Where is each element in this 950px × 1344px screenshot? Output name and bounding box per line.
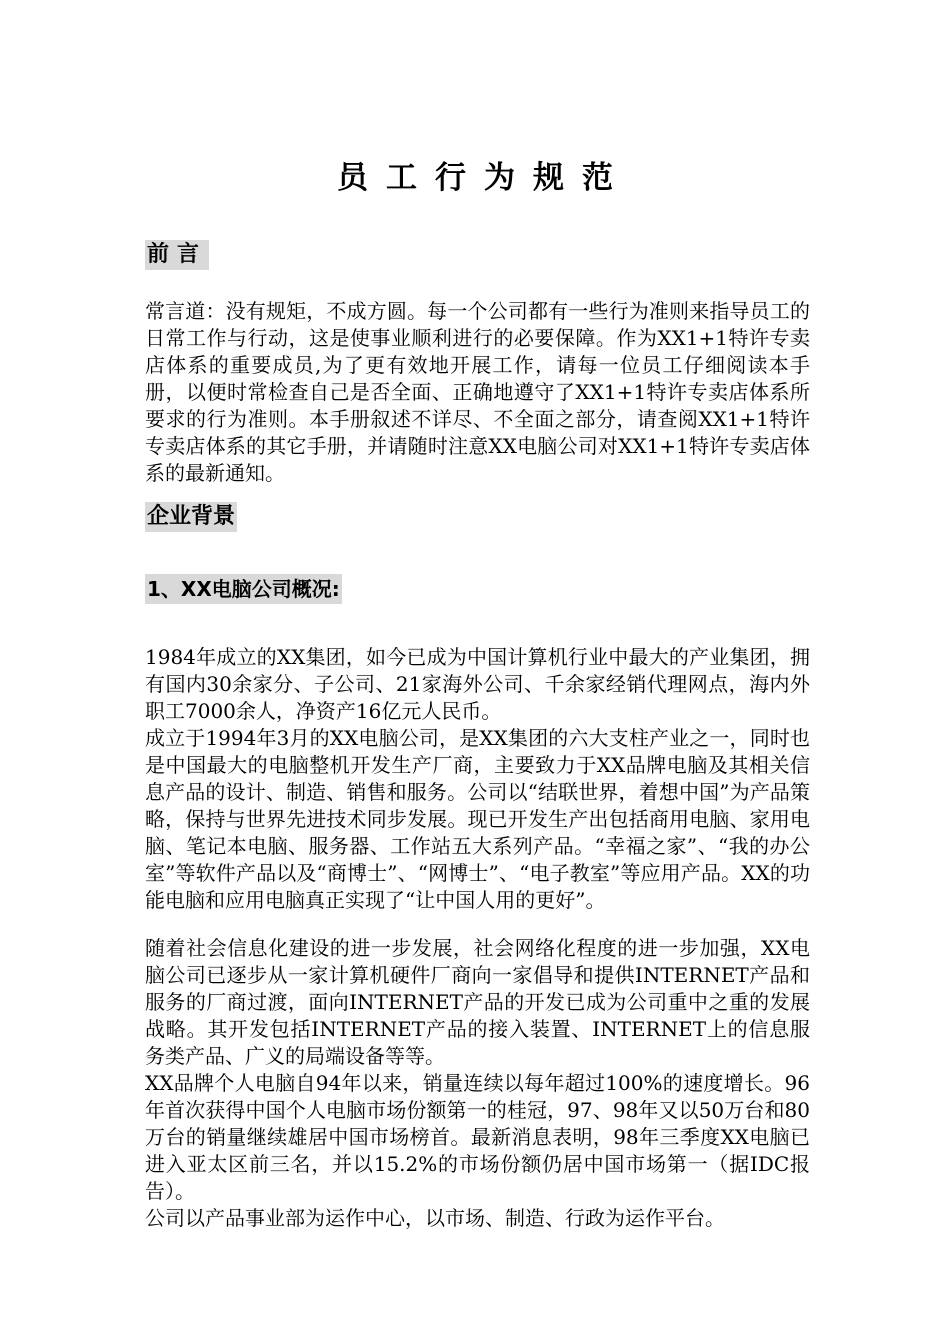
body-paragraph: 随着社会信息化建设的进一步发展，社会网络化程度的进一步加强，XX电脑公司已逐步从一家计算机硬件厂商向一家倡导和提供INTERNET产品和服务的厂商过渡，面向INTERNET产品的开发已成为公司重中之重的发展战略。其开发包括INTERNET产品的接入装置、INTERNET上的信息服务类产品、广义的局端设备等等。 (145, 936, 810, 1068)
body-paragraph: 成立于1994年3月的XX电脑公司，是XX集团的六大支柱产业之一，同时也是中国最大的电脑整机开发生产厂商，主要致力于XX品牌电脑及其相关信息产品的设计、制造、销售和服务。公司以“结联世界，着想中国”为产品策略，保持与世界先进技术同步发展。现已开发生产出包括商用电脑、家用电脑、笔记本电脑、服务器、工作站五大系列产品。“幸福之家”、“我的办公室”等软件产品以及“商博士”、“网博士”、“电子教室”等应用产品。XX的功能电脑和应用电脑真正实现了“让中国人用的更好”。 (145, 726, 810, 912)
document-title: 员工行为规范 (337, 160, 631, 196)
section1-heading: 1、XX电脑公司概况: (145, 574, 342, 604)
body-paragraph: 公司以产品事业部为运作中心，以市场、制造、行政为运作平台。 (145, 1206, 725, 1230)
body-paragraph: 1984年成立的XX集团，如今已成为中国计算机行业中最大的产业集团，拥有国内30余家分、子公司、21家海外公司、千余家经销代理网点，海内外职工7000余人，净资产16亿元人民币。 (145, 645, 810, 723)
preface-heading: 前言 (145, 240, 209, 270)
preface-paragraph: 常言道：没有规矩，不成方圆。每一个公司都有一些行为准则来指导员工的日常工作与行动，这是使事业顺利进行的必要保障。作为XX1+1特许专卖店体系的重要成员,为了更有效地开展工作，请每一位员工仔细阅读本手册，以便时常检查自己是否全面、正确地遵守了XX1+1特许专卖店体系所要求的行为准则。本手册叙述不详尽、不全面之部分，请查阅XX1+1特许专卖店体系的其它手册，并请随时注意XX电脑公司对XX1+1特许专卖店体系的最新通知。 (145, 299, 810, 485)
background-heading: 企业背景 (145, 502, 237, 532)
body-paragraph: XX品牌个人电脑自94年以来，销量连续以每年超过100%的速度增长。96年首次获得中国个人电脑市场份额第一的桂冠，97、98年又以50万台和80万台的销量继续雄居中国市场榜首。最新消息表明，98年三季度XX电脑已进入亚太区前三名，并以15.2%的市场份额仍居中国市场第一（据IDC报告）。 (145, 1071, 810, 1203)
